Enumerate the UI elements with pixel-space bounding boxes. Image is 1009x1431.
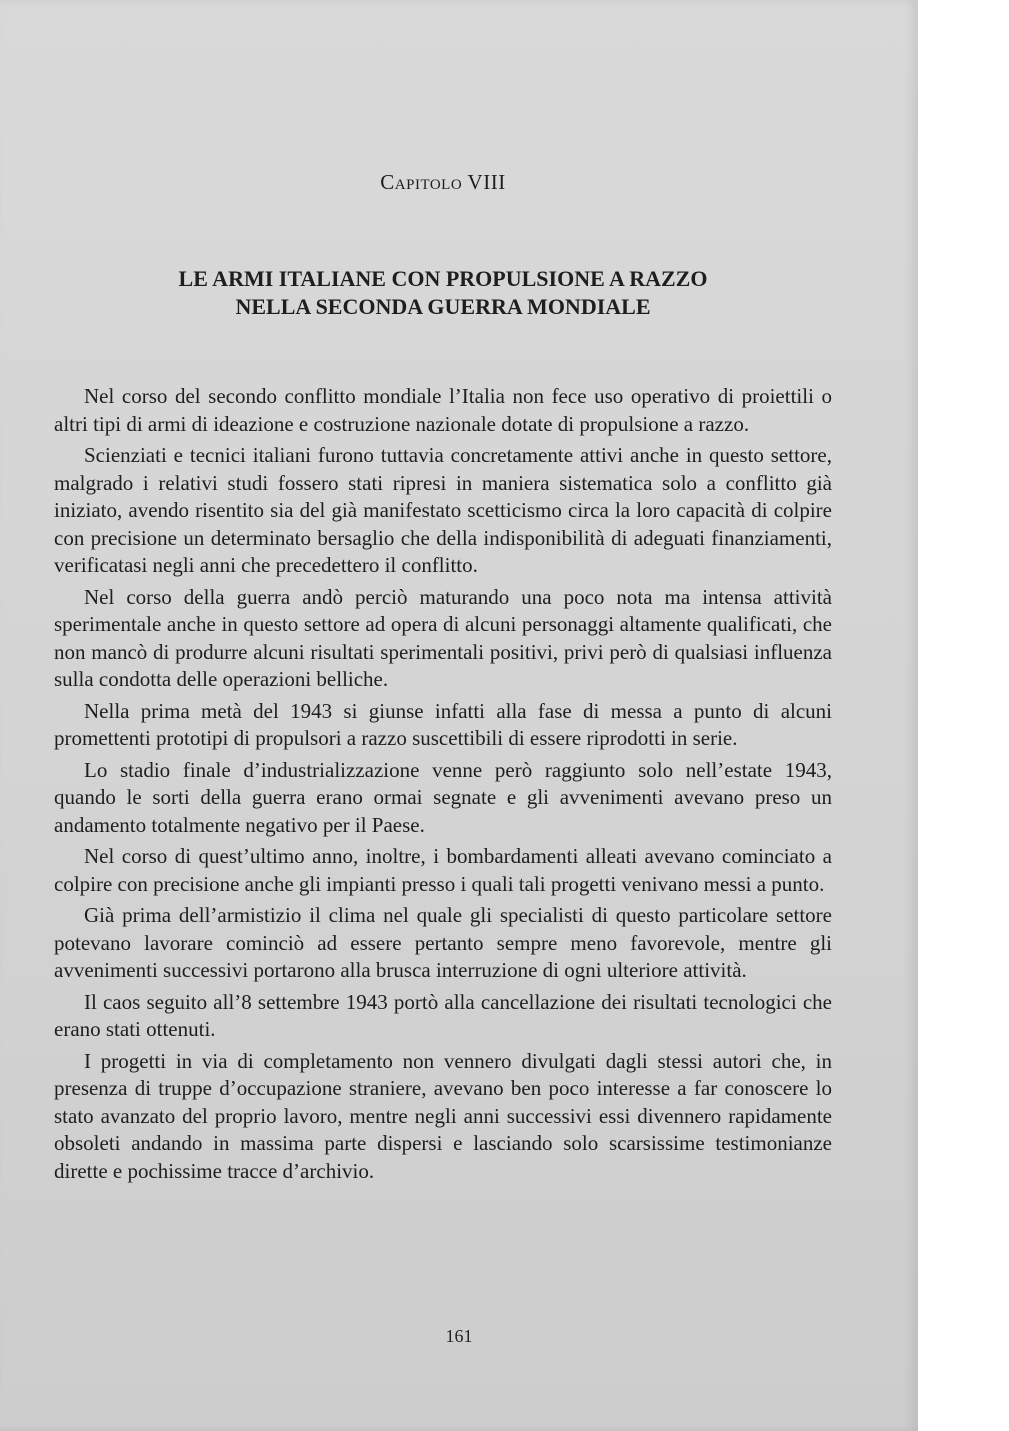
chapter-title — [54, 265, 832, 321]
paragraph: Già prima dell’armistizio il clima nel quale gli specialisti di questo particolare settore potevano lavorare cominciò ad essere pertanto sempre meno favorevole, mentre gli avvenimenti successivi portarono alla brusca interruzione di ogni ulteriore attività. — [54, 903, 832, 982]
paragraph: Scienziati e tecnici italiani furono tuttavia concretamente attivi anche in questo settore, malgrado i relativi studi fossero stati ripresi in maniera sistematica solo a conflitto già iniziato, avendo risentito sia del già manifestato scetticismo circa la loro capacità di colpire con precisione un determinato bersaglio che della indisponibilità di adeguati finanziamenti, verificatasi negli anni che precedettero il conflitto. — [54, 443, 832, 577]
page-content — [54, 170, 832, 1189]
chapter-body — [54, 383, 832, 1185]
paragraph: I progetti in via di completamento non vennero divulgati dagli stessi autori che, in presenza di truppe d’occupazione straniere, avevano ben poco interesse a far conoscere lo stato avanzato del proprio lavoro, mentre negli anni successivi essi divennero rapidamente obsoleti andando in massima parte dispersi e lasciando solo scarsissime testimonianze dirette e pochissime tracce d’archivio. — [54, 1048, 832, 1183]
paragraph: Lo stadio finale d’industrializzazione venne però raggiunto solo nell’estate 1943, quando le sorti della guerra erano ormai segnate e gli avvenimenti avevano preso un andamento totalmente negativo per il Paese. — [54, 757, 832, 837]
paragraph: Nella prima metà del 1943 si giunse infatti alla fase di messa a punto di alcuni promettenti prototipi di propulsori a razzo suscettibili di essere riprodotti in serie. — [54, 698, 832, 750]
page-number: 161 — [445, 1326, 473, 1346]
paragraph: Nel corso della guerra andò perciò maturando una poco nota ma intensa attività sperimentale anche in questo settore ad opera di alcuni personaggi altamente qualificati, che non mancò di produrre alcuni risultati sperimentali positivi, privi però di qualsiasi influenza sulla condotta delle operazioni belliche. — [54, 584, 832, 691]
paragraph: Nel corso di quest’ultimo anno, inoltre, i bombardamenti alleati avevano cominciato a colpire con precisione anche gli impianti presso i quali tali progetti venivano messi a punto. — [54, 844, 832, 896]
chapter-title-line-1: LE ARMI ITALIANE CON PROPULSIONE A RAZZO — [178, 266, 708, 291]
chapter-title-line-2: NELLA SECONDA GUERRA MONDIALE — [235, 294, 651, 319]
chapter-label: Capitolo VIII — [380, 170, 506, 194]
paragraph: Il caos seguito all’8 settembre 1943 portò alla cancellazione dei risultati tecnologici che erano stati ottenuti. — [54, 989, 832, 1041]
paragraph: Nel corso del secondo conflitto mondiale l’Italia non fece uso operativo di proiettili o altri tipi di armi di ideazione e costruzione nazionale dotate di propulsione a razzo. — [54, 384, 832, 436]
